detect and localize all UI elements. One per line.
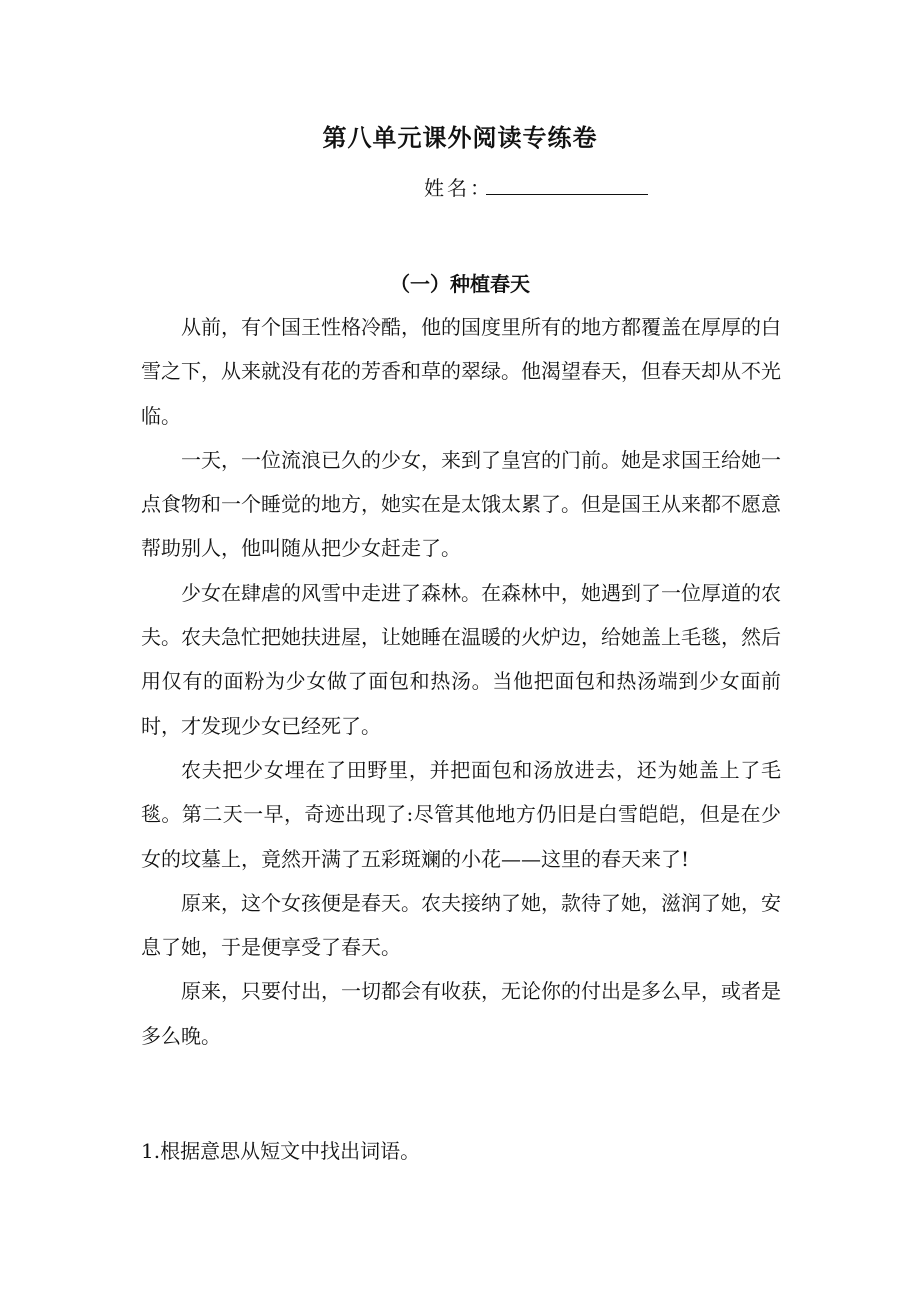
story-paragraph: 一天，一位流浪已久的少女，来到了皇宫的门前。她是求国王给她一点食物和一个睡觉的地方，她实在是太饿太累了。但是国王从来都不愿意帮助别人，他叫随从把少女赶走了。 (141, 447, 781, 561)
name-label: 姓名： (424, 176, 493, 200)
page-title: 第八单元课外阅读专练卷 (322, 123, 598, 152)
story-paragraph: 少女在肆虐的风雪中走进了森林。在森林中，她遇到了一位厚道的农夫。农夫急忙把她扶进屋，让她睡在温暖的火炉边，给她盖上毛毯，然后用仅有的面粉为少女做了面包和热汤。当他把面包和热汤端到少女面前时，才发现少女已经死了。 (141, 580, 781, 738)
section-title: （一）种植春天 (390, 272, 530, 296)
name-blank-line[interactable] (486, 194, 648, 195)
story-text (141, 305, 781, 1058)
story-paragraph: 原来，只要付出，一切都会有收获，无论你的付出是多么早，或者是多么晚。 (141, 979, 781, 1048)
story-paragraph: 原来，这个女孩便是春天。农夫接纳了她，款待了她，滋润了她，安息了她，于是便享受了春天。 (141, 890, 781, 960)
story-paragraph: 从前，有个国王性格冷酷，他的国度里所有的地方都覆盖在厚厚的白雪之下，从来就没有花的芳香和草的翠绿。他渴望春天，但春天却从不光临。 (141, 315, 781, 428)
story-paragraph: 农夫把少女埋在了田野里，并把面包和汤放进去，还为她盖上了毛毯。第二天一早，奇迹出现了:尽管其他地方仍旧是白雪皑皑，但是在少女的坟墓上，竟然开满了五彩斑斓的小花——这里的春天来了! (141, 757, 781, 871)
question-1: 1.根据意思从短文中找出词语。 (141, 1139, 421, 1163)
